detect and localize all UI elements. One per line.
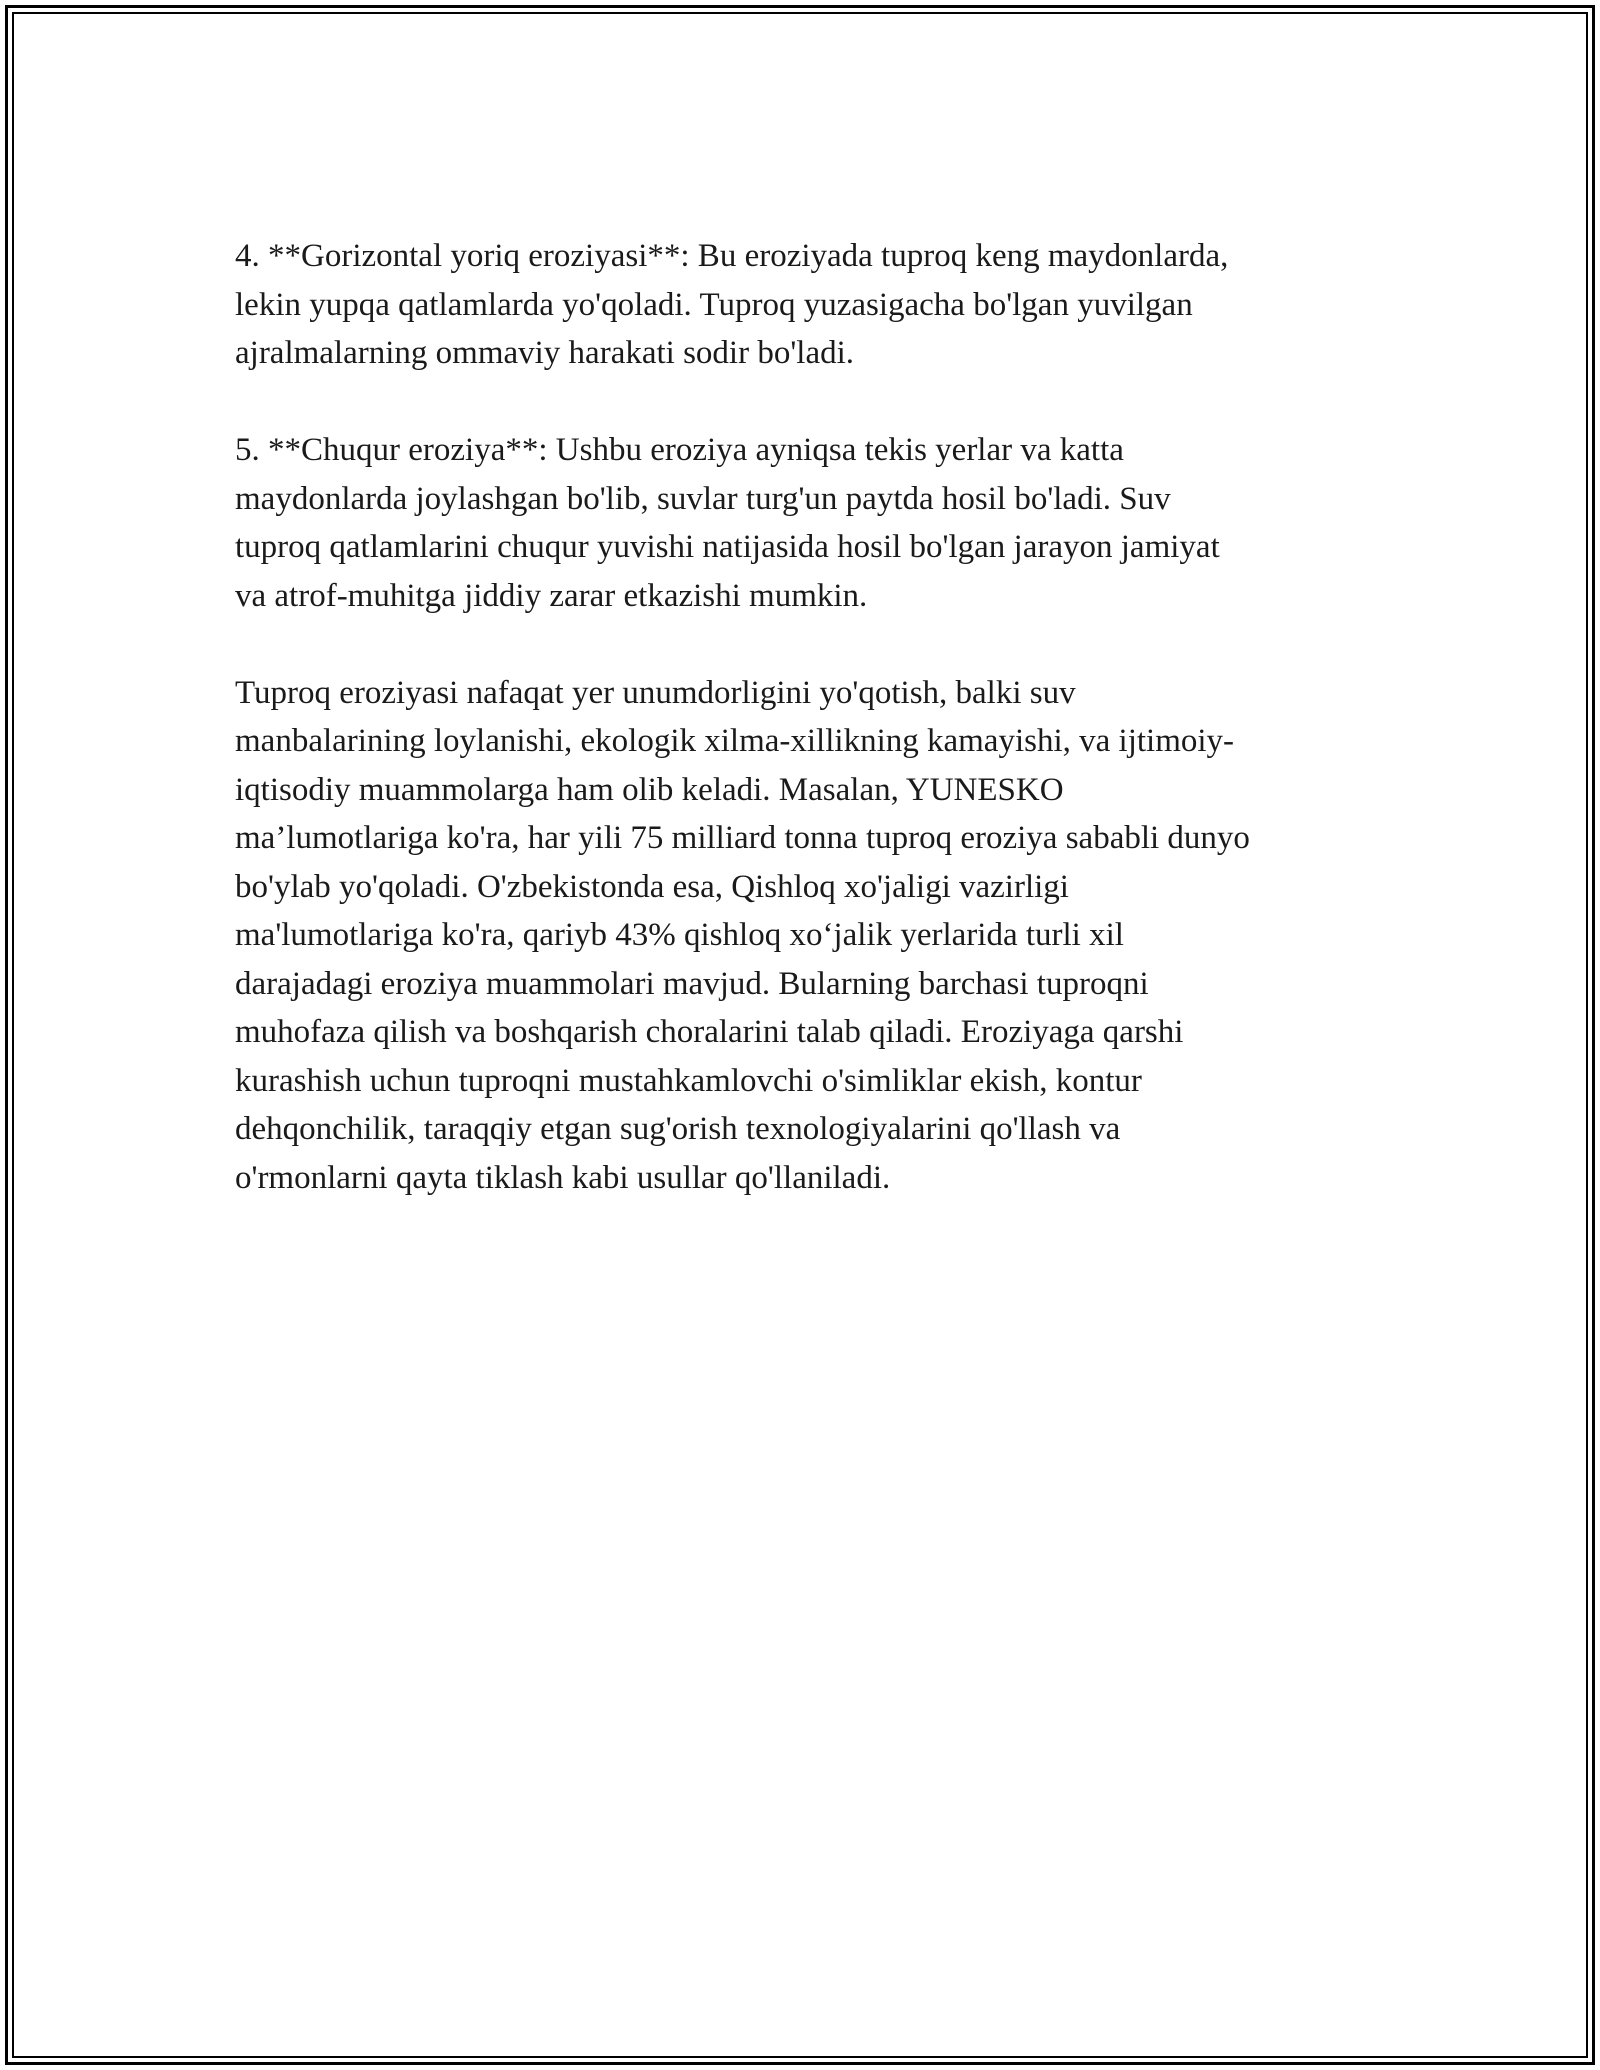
text-line: muhofaza qilish va boshqarish choralarini talab qiladi. Eroziyaga qarshi	[235, 1014, 1184, 1050]
text-line: ma'lumotlariga ko'ra, qariyb 43% qishloq xo‘jalik yerlarida turli xil	[235, 917, 1124, 953]
text-line: kurashish uchun tuproqni mustahkamlovchi o'simliklar ekish, kontur	[235, 1062, 1142, 1099]
text-line: tuproq qatlamlarini chuqur yuvishi natijasida hosil bo'lgan jarayon jamiyat	[235, 529, 1220, 565]
text-line: iqtisodiy muammolarga ham olib keladi. Masalan, YUNESKO	[235, 771, 1064, 808]
text-line: o'rmonlarni qayta tiklash kabi usullar qo'llaniladi.	[235, 1159, 891, 1196]
text-line: 5. **Chuqur eroziya**: Ushbu eroziya ayniqsa tekis yerlar va katta	[235, 432, 1124, 468]
paragraph-erosion-consequences	[235, 669, 1375, 1203]
text-line: dehqonchilik, taraqqiy etgan sug'orish texnologiyalarini qo'llash va	[235, 1111, 1121, 1147]
text-line: darajadagi eroziya muammolari mavjud. Bularning barchasi tuproqni	[235, 965, 1149, 1002]
paragraph-deep-erosion	[235, 426, 1375, 620]
text-line: bo'ylab yo'qoladi. O'zbekistonda esa, Qishloq xo'jaligi vazirligi	[235, 868, 1069, 905]
text-line: va atrof-muhitga jiddiy zarar etkazishi mumkin.	[235, 577, 868, 614]
text-line: 4. **Gorizontal yoriq eroziyasi**: Bu eroziyada tuproq keng maydonlarda,	[235, 238, 1229, 274]
text-line: ajralmalarning ommaviy harakati sodir bo'ladi.	[235, 335, 855, 371]
text-line: lekin yupqa qatlamlarda yo'qoladi. Tuproq yuzasigacha bo'lgan yuvilgan	[235, 286, 1193, 323]
text-line: maydonlarda joylashgan bo'lib, suvlar turg'un paytda hosil bo'ladi. Suv	[235, 480, 1171, 517]
document-body	[235, 232, 1375, 1251]
text-line: ma’lumotlariga ko'ra, har yili 75 milliard tonna tuproq eroziya sababli dunyo	[235, 820, 1250, 856]
text-line: manbalarining loylanishi, ekologik xilma-xillikning kamayishi, va ijtimoiy-	[235, 723, 1235, 759]
paragraph-horizontal-erosion	[235, 232, 1375, 378]
text-line: Tuproq eroziyasi nafaqat yer unumdorligini yo'qotish, balki suv	[235, 674, 1076, 711]
